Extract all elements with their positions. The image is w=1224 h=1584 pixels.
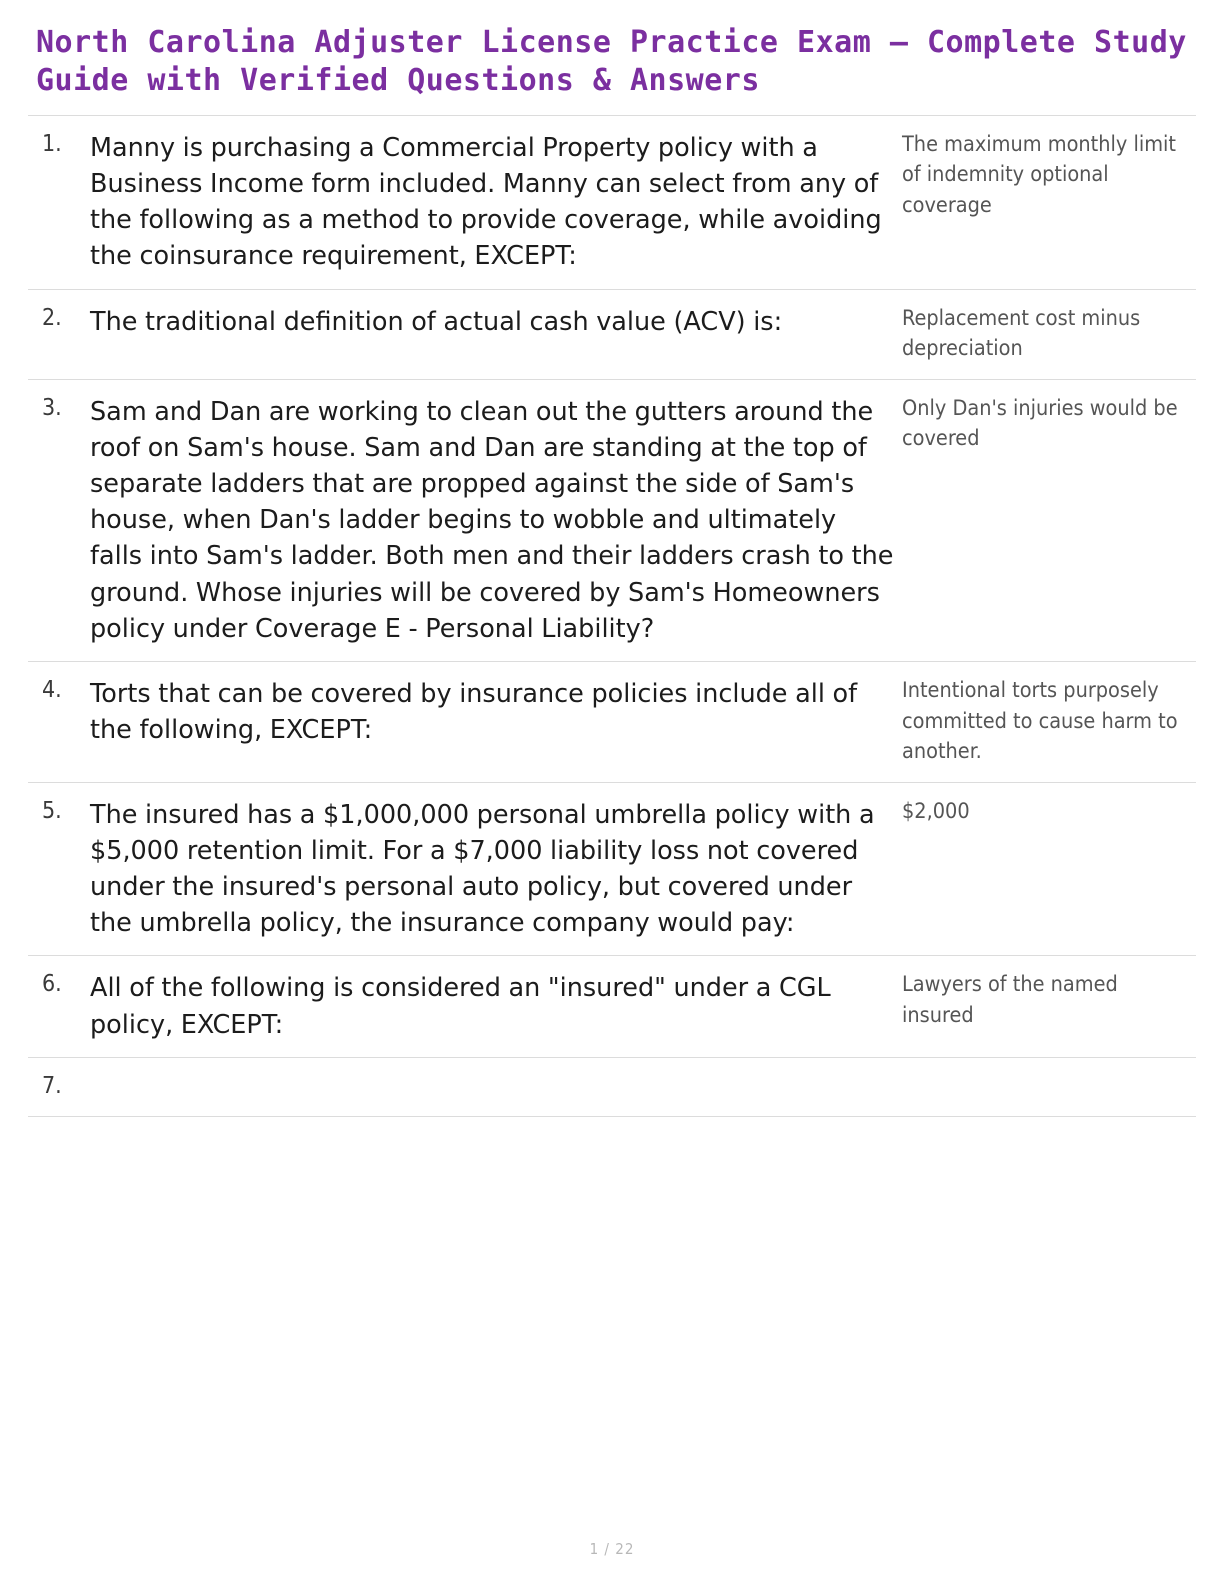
answer-text: Intentional torts purposely committed to cause harm to another.: [902, 678, 1178, 765]
table-row: [28, 955, 1196, 1056]
answer-text: Replacement cost minus depreciation: [902, 305, 1141, 362]
answer-text: [900, 1072, 1196, 1102]
question-number: 7.: [42, 1072, 62, 1099]
question-text: [90, 1072, 900, 1102]
table-row: [28, 661, 1196, 782]
question-number: 5.: [42, 797, 62, 824]
question-text: Sam and Dan are working to clean out the gutters around the roof on Sam's house. Sam and Dan are standing at the top of separate ladders that are propped against the side of Sam's house, when Dan's ladder begins to wobble and ultimately falls into Sam's ladder. Both men and their ladders crash to the ground. Whose injuries will be covered by Sam's Homeowners policy under Coverage E - Personal Liability?: [90, 396, 894, 644]
question-text: The insured has a $1,000,000 personal umbrella policy with a $5,000 retention limit. For a $7,000 liability loss not covered under the insured's personal auto policy, but covered under the umbrella policy, the insurance company would pay:: [90, 799, 875, 939]
question-number: 2.: [42, 304, 62, 331]
question-text: Manny is purchasing a Commercial Property policy with a Business Income form included. Manny can select from any of the following as a method to provide coverage, while avoiding the coinsurance requirement, EXCEPT:: [90, 132, 882, 272]
question-text: Torts that can be covered by insurance policies include all of the following, EXCEPT:: [90, 679, 858, 746]
table-row: [28, 1057, 1196, 1117]
question-number: 1.: [42, 130, 62, 157]
table-row: [28, 379, 1196, 661]
table-row: [28, 782, 1196, 956]
page-title: North Carolina Adjuster License Practice Exam — Complete Study Guide with Verified Questions & Answers: [36, 25, 1206, 99]
table-row: [28, 115, 1196, 289]
question-text: All of the following is considered an "insured" under a CGL policy, EXCEPT:: [90, 973, 831, 1040]
question-number: 6.: [42, 971, 62, 998]
question-number: 4.: [42, 677, 62, 704]
table-row: [28, 289, 1196, 379]
question-number: 3.: [42, 394, 62, 421]
answer-text: Lawyers of the named insured: [902, 972, 1118, 1028]
page-number-footer: 1 / 22: [589, 1540, 635, 1558]
question-text: The traditional definition of actual cash value (ACV) is:: [90, 306, 783, 337]
answer-text: $2,000: [902, 798, 970, 824]
question-answer-list: [28, 115, 1196, 1117]
answer-text: Only Dan's injuries would be covered: [902, 395, 1178, 452]
answer-text: The maximum monthly limit of indemnity optional coverage: [902, 131, 1177, 218]
